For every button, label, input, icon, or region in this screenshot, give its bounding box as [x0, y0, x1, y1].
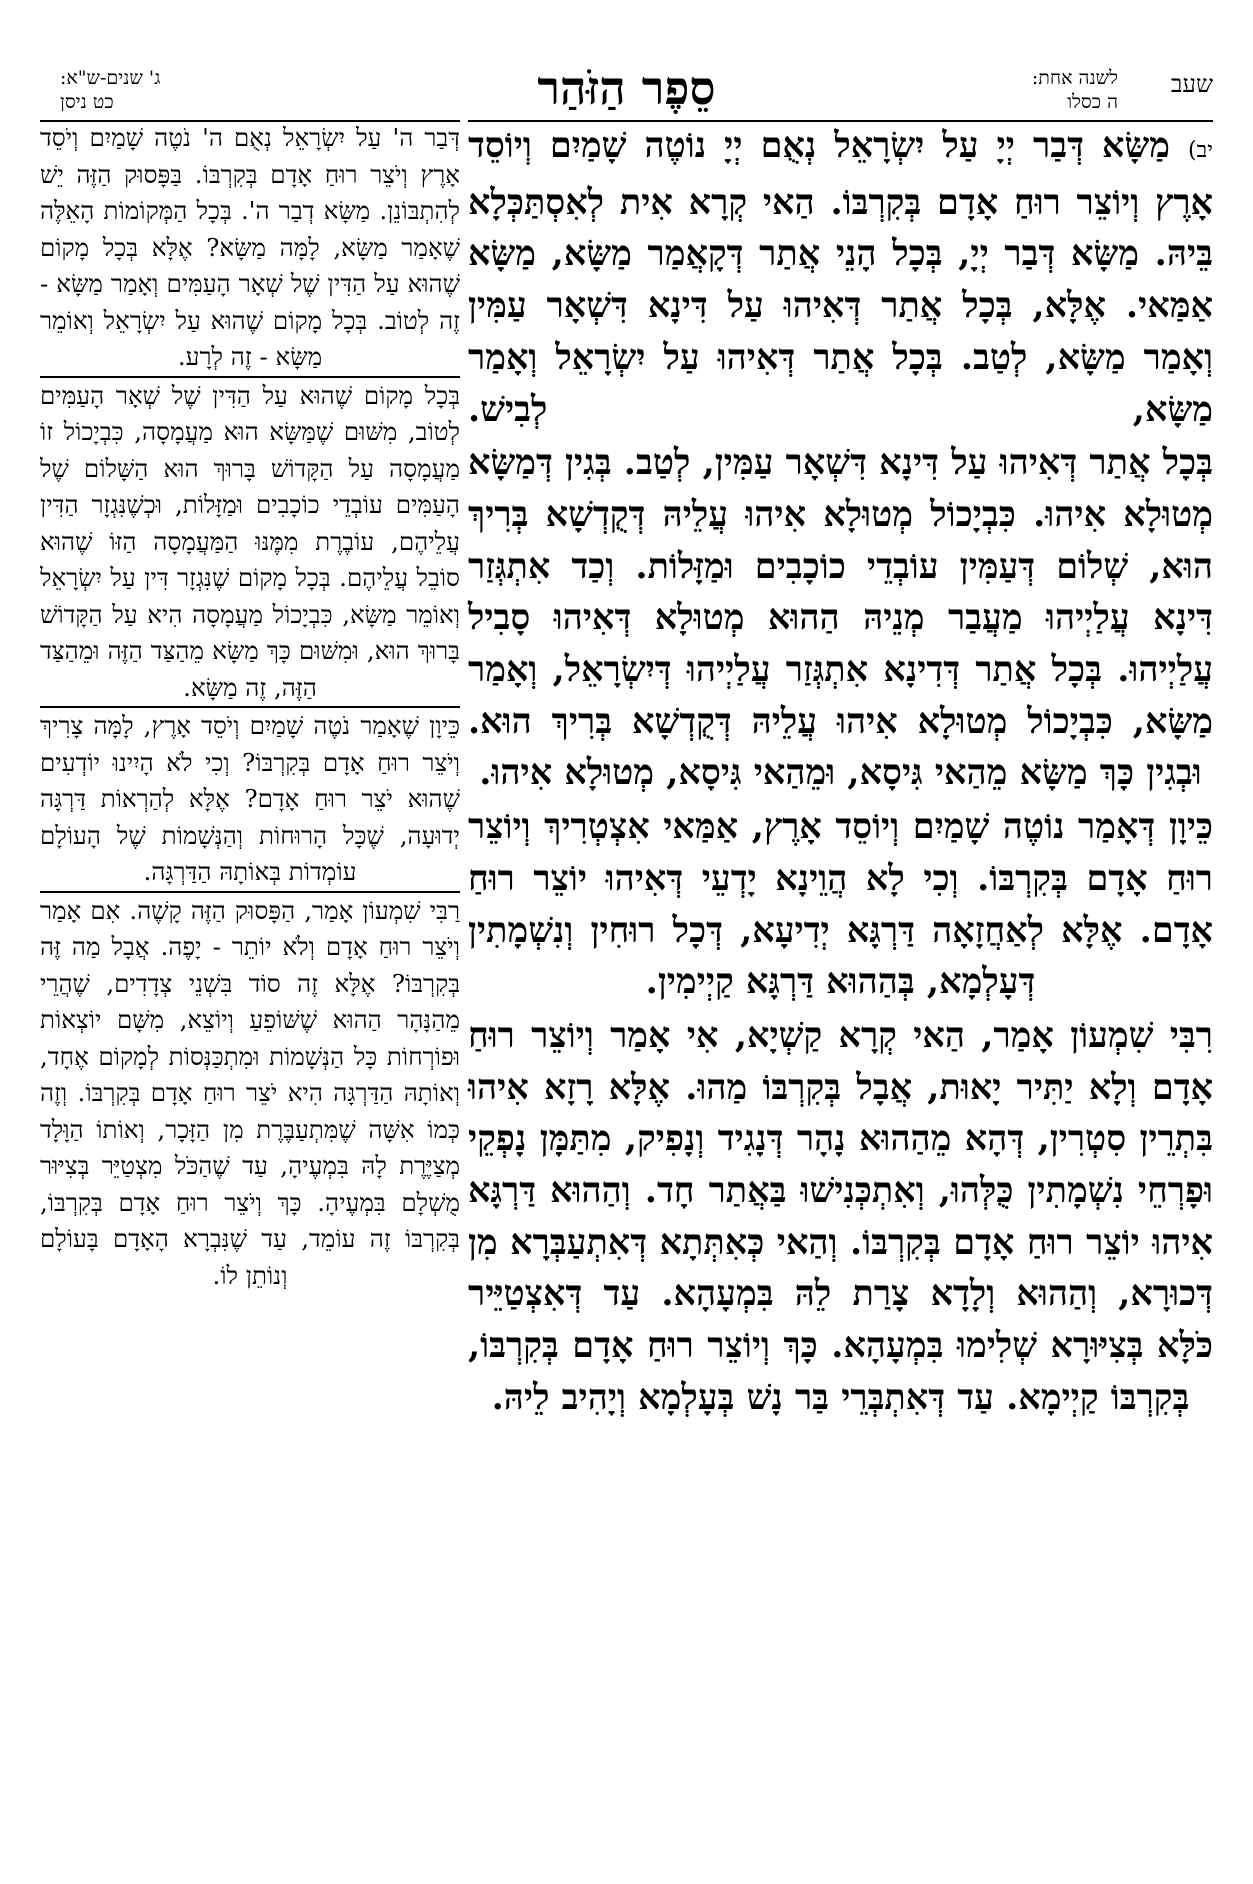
- side-hebrew-translation-column: [40, 120, 460, 1294]
- main-paragraph: [468, 120, 1213, 435]
- page-title: סֵפֶר הַזֹּהַר: [537, 61, 716, 115]
- main-paragraph-text: מַשָּׂא דְּבַר יְיָ עַל יִשְׂרָאֵל נְאֻם יְיָ נוֹטֶה שָׁמַיִם וְיוֹסֵד אָרֶץ וְיוֹצֵר רוּחַ אָדָם בְּקִרְבּוֹ. הַאי קְרָא אִית לְאִסְתַּכְּלָא בֵּיהּ. מַשָּׂא דְּבַר יְיָ, בְּכָל הָנֵי אֲתַר דְּקָאֲמַר מַשָּׂא, מַשָּׂא אַמַּאי. אֶלָּא, בְּכָל אֲתַר דְּאִיהוּ עַל דִּינָא דִּשְׁאָר עַמִּין וְאָמַר מַשָּׂא, לְטַב. בְּכָל אֲתַר דְּאִיהוּ עַל יִשְׂרָאֵל וְאָמַר מַשָּׂא, לְבִישׁ.: [468, 125, 1213, 430]
- right-note-line1: לשנה אחת:: [1031, 67, 1118, 89]
- side-paragraph: דְּבַר ה' עַל יִשְׂרָאֵל נְאֻם ה' נֹטֶה שָׁמַיִם וְיֹסֵד אָרֶץ וְיֹצֵר רוּחַ אָדָם בְּקִרְבּוֹ. בַּפָּסוּק הַזֶּה יֵשׁ לְהִתְבּוֹנֵן. מַשָּׂא דְבַר ה'. בְּכָל הַמְּקוֹמוֹת הָאֵלֶּה שֶׁאָמַר מַשָּׂא, לָמָּה מַשָּׂא? אֶלָּא בְּכָל מָקוֹם שֶׁהוּא עַל הַדִּין שֶׁל שְׁאָר הָעַמִּים וְאָמַר מַשָּׂא - זֶה לְטוֹב. בְּכָל מָקוֹם שֶׁהוּא עַל יִשְׂרָאֵל וְאוֹמֵר מַשָּׂא - זֶה לְרָע.: [40, 123, 460, 371]
- main-paragraph: כֵּיוָן דְּאָמַר נוֹטֶה שָׁמַיִם וְיוֹסֵד אָרֶץ, אַמַּאי אִצְטְרִיךְ וְיוֹצֵר רוּחַ אָדָם בְּקִרְבּוֹ. וְכִי לָא הֲוֵינָא יָדְעֵי דְּאִיהוּ יוֹצֵר רוּחַ אָדָם. אֶלָּא לְאַחֲזָאָה דַּרְגָּא יְדִיעָא, דְּכָל רוּחִין וְנִשְׁמָתִין דְּעָלְמָא, בְּהַהוּא דַּרְגָּא קַיְימִין.: [468, 806, 1213, 1003]
- page-header: [40, 60, 1213, 122]
- side-paragraph: כֵּיוָן שֶׁאָמַר נֹטֶה שָׁמַיִם וְיֹסֵד אָרֶץ, לָמָּה צָרִיךְ וְיֹצֵר רוּחַ אָדָם בְּקִרְבּוֹ? וְכִי לֹא הָיִינוּ יוֹדְעִים שֶׁהוּא יֹצֵר רוּחַ אָדָם? אֶלָּא לְהַרְאוֹת דַּרְגָּה יְדוּעָה, שֶׁכָּל הָרוּחוֹת וְהַנְּשָׁמוֹת שֶׁל הָעוֹלָם עוֹמְדוֹת בְּאוֹתָהּ הַדַּרְגָּה.: [40, 706, 460, 891]
- main-paragraph: רִבִּי שִׁמְעוֹן אָמַר, הַאי קְרָא קַשְׁיָא, אִי אָמַר וְיוֹצֵר רוּחַ אָדָם וְלָא יַתִּיר יָאוּת, אֲבָל בְּקִרְבּוֹ מַהוּ. אֶלָּא רָזָא אִיהוּ בִּתְרֵין סִטְרִין, דְּהָא מֵהַהוּא נָהָר דְּנָגִיד וְנָפִיק, מִתַּמָּן נָפְקֵי וּפָרְחֵי נִשְׁמָתִין כֻּלְּהוּ, וְאִתְכְּנִישׁוּ בַּאֲתַר חָד. וְהַהוּא דַּרְגָּא אִיהוּ יוֹצֵר רוּחַ אָדָם בְּקִרְבּוֹ. וְהַאי כְּאִתְּתָא דְּאִתְעַבְּרָא מִן דְּכוּרָא, וְהַהוּא וְלָדָא צָרַת לֵהּ בִּמְעָהָא. עַד דְּאִצְטַיֵּיר כֹּלָּא בְּצִיּוּרָא שְׁלִימוּ בִּמְעָהָא. כָּךְ וְיוֹצֵר רוּחַ אָדָם בְּקִרְבּוֹ, בְּקִרְבּוֹ קַיְימָא. עַד דְּאִתְבְּרֵי בַּר נָשׁ בְּעָלְמָא וְיָהִיב לֵיהּ.: [468, 1014, 1213, 1418]
- left-note-line2: כט ניסן: [60, 91, 114, 113]
- side-paragraph: בְּכָל מָקוֹם שֶׁהוּא עַל הַדִּין שֶׁל שְׁאָר הָעַמִּים לְטוֹב, מִשּׁוּם שֶׁמַּשָּׂא הוּא מַעֲמָסָה, כִּבְיָכוֹל זוֹ מַעֲמָסָה עַל הַקָּדוֹשׁ בָּרוּךְ הוּא הַשָּׁלוֹם שֶׁל הָעַמִּים עוֹבְדֵי כוֹכָבִים וּמַזָּלוֹת, וּכְשֶׁנִּגְזָר הַדִּין עֲלֵיהֶם, עוֹבֶרֶת מִמֶּנּוּ הַמַּעֲמָסָה הַזּוֹ שֶׁהוּא סוֹבֵל עֲלֵיהֶם. בְּכָל מָקוֹם שֶׁנִּגְזָר דִּין עַל יִשְׂרָאֵל וְאוֹמֵר מַשָּׂא, כִּבְיָכוֹל מַעֲמָסָה הִיא עַל הַקָּדוֹשׁ בָּרוּךְ הוּא, וּמִשּׁוּם כָּךְ מַשָּׂא מֵהַצַּד הַזֶּה וּמֵהַצַּד הַזֶּה, זֶה מַשָּׂא.: [40, 376, 460, 707]
- main-paragraph: בְּכָל אֲתַר דְּאִיהוּ עַל דִּינָא דִּשְׁאָר עַמִּין, לְטַב. בְּגִין דְּמַשָּׂא מְטוּלָא אִיהוּ. כִּבְיָכוֹל מְטוּלָא אִיהוּ עֲלֵיהּ דְּקֻדְשָׁא בְּרִיךְ הוּא, שְׁלוֹם דְּעַמִּין עוֹבְדֵי כוֹכָבִים וּמַזָּלוֹת. וְכַד אִתְגְּזַר דִּינָא עֲלַיְיהוּ מַעֲבַר מְנֵיהּ הַהוּא מְטוּלָא דְּאִיהוּ סָבִיל עֲלַיְיהוּ. בְּכָל אֲתַר דְּדִינָא אִתְגְּזַר עֲלַיְיהוּ דְּיִשְׂרָאֵל, וְאָמַר מַשָּׂא, כִּבְיָכוֹל מְטוּלָא אִיהוּ עֲלֵיהּ דְּקֻדְשָׁא בְּרִיךְ הוּא. וּבְגִין כָּךְ מַשָּׂא מֵהַאי גִּיסָא, וּמֵהַאי גִּיסָא, מְטוּלָא אִיהוּ.: [468, 442, 1213, 794]
- section-number: יב): [1188, 138, 1214, 163]
- side-paragraph: רַבִּי שִׁמְעוֹן אָמַר, הַפָּסוּק הַזֶּה קָשֶׁה. אִם אָמַר וְיֹצֵר רוּחַ אָדָם וְלֹא יוֹתֵר - יָפֶה. אֲבָל מַה זֶּה בְּקִרְבּוֹ? אֶלָּא זֶה סוֹד בִּשְׁנֵי צְדָדִים, שֶׁהֲרֵי מֵהַנָּהָר הַהוּא שֶׁשּׁוֹפֵעַ וְיוֹצֵא, מִשָּׁם יוֹצְאוֹת וּפוֹרְחוֹת כָּל הַנְּשָׁמוֹת וּמִתְכַּנְּסוֹת לְמָקוֹם אֶחָד, וְאוֹתָהּ הַדַּרְגָּה הִיא יֹצֵר רוּחַ אָדָם בְּקִרְבּוֹ. וְזֶה כְּמוֹ אִשָּׁה שֶׁמִּתְעַבֶּרֶת מִן הַזָּכָר, וְאוֹתוֹ הַוָּלָד מְצַיֶּרֶת לָהּ בִּמְעֶיהָ, עַד שֶׁהַכֹּל מִצְטַיֵּר בְּצִיּוּר מֻשְׁלָם בִּמְעֶיהָ. כָּךְ וְיֹצֵר רוּחַ אָדָם בְּקִרְבּוֹ, בְּקִרְבּוֹ זֶה עוֹמֵד, עַד שֶׁנִּבְרָא הָאָדָם בָּעוֹלָם וְנוֹתֵן לוֹ.: [40, 891, 460, 1295]
- left-daily-note: [60, 66, 160, 114]
- right-note-line2: ה כסלו: [1067, 91, 1118, 113]
- left-note-line1: ג' שנים-ש"א:: [60, 67, 161, 89]
- main-aramaic-column: [468, 120, 1213, 1424]
- page-number: שעב: [1170, 70, 1213, 98]
